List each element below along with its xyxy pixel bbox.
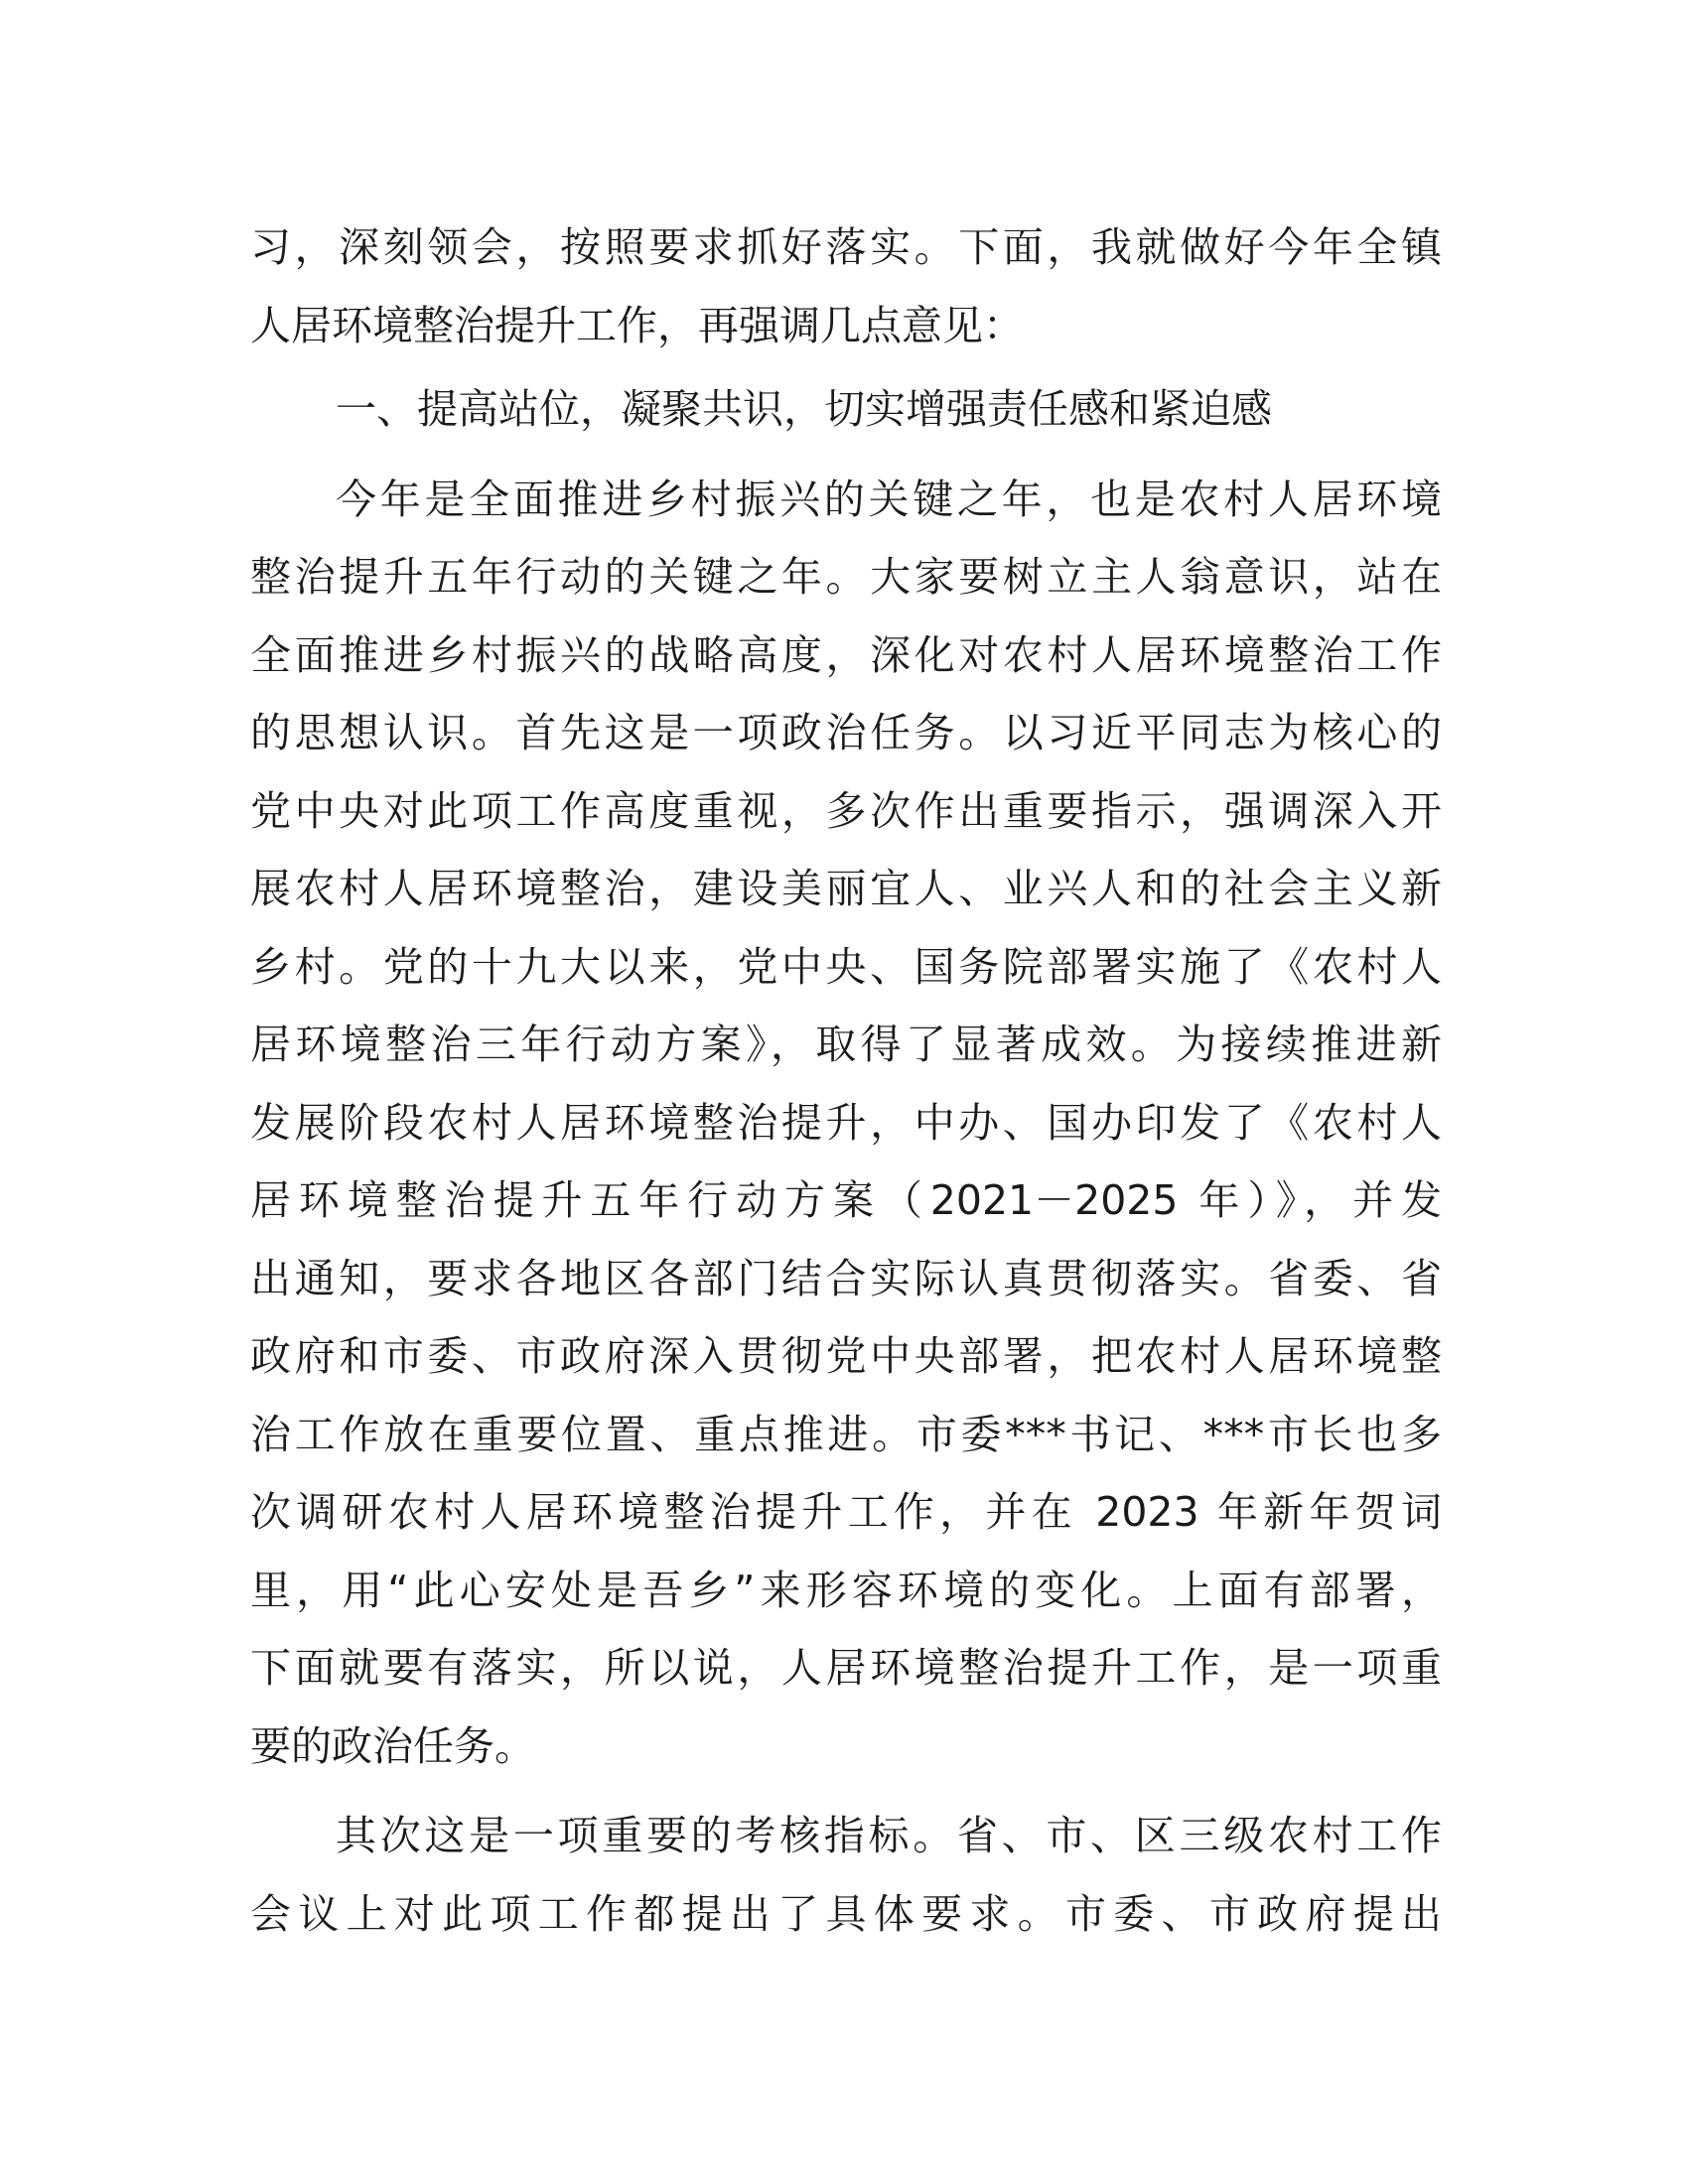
text-line: 下面就要有落实，所以说，人居环境整治提升工作，是一项重	[250, 1644, 1442, 1692]
section-heading: 一、提高站位，凝聚共识，切实增强责任感和紧迫感	[336, 385, 1272, 433]
document-body	[250, 208, 1442, 1953]
text-line: 政府和市委、市政府深入贯彻党中央部署，把农村人居环境整	[250, 1332, 1442, 1380]
text-line: 习，深刻领会，按照要求抓好落实。下面，我就做好今年全镇	[250, 223, 1442, 271]
text-line: 乡村。党的十九大以来，党中央、国务院部署实施了《农村人	[250, 942, 1442, 991]
text-line: 发展阶段农村人居环境整治提升，中办、国办印发了《农村人	[250, 1098, 1442, 1147]
text-line: 治工作放在重要位置、重点推进。市委***书记、***市长也多	[250, 1410, 1442, 1458]
text-line: 会议上对此项工作都提出了具体要求。市委、市政府提出	[250, 1889, 1442, 1938]
text-line: 出通知，要求各地区各部门结合实际认真贯彻落实。省委、省	[250, 1254, 1442, 1302]
text-line: 里，用“此心安处是吾乡”来形容环境的变化。上面有部署，	[250, 1566, 1442, 1614]
text-line: 整治提升五年行动的关键之年。大家要树立主人翁意识，站在	[250, 553, 1442, 601]
text-line: 今年是全面推进乡村振兴的关键之年，也是农村人居环境	[336, 475, 1442, 523]
text-line: 其次这是一项重要的考核指标。省、市、区三级农村工作	[336, 1812, 1442, 1859]
text-line: 居环境整治提升五年行动方案（2021－2025 年）》，并发	[250, 1176, 1442, 1224]
text-line: 要的政治任务。	[250, 1721, 535, 1770]
text-line: 人居环境整治提升工作，再强调几点意见：	[250, 301, 1024, 349]
text-line: 的思想认识。首先这是一项政治任务。以习近平同志为核心的	[250, 709, 1442, 756]
text-line: 居环境整治三年行动方案》，取得了显著成效。为接续推进新	[250, 1021, 1442, 1068]
text-line: 次调研农村人居环境整治提升工作，并在 2023 年新年贺词	[250, 1488, 1442, 1536]
text-line: 党中央对此项工作高度重视，多次作出重要指示，强调深入开	[250, 786, 1442, 835]
text-line: 展农村人居环境整治，建设美丽宜人、业兴人和的社会主义新	[250, 865, 1442, 912]
text-line: 全面推进乡村振兴的战略高度，深化对农村人居环境整治工作	[250, 630, 1442, 679]
